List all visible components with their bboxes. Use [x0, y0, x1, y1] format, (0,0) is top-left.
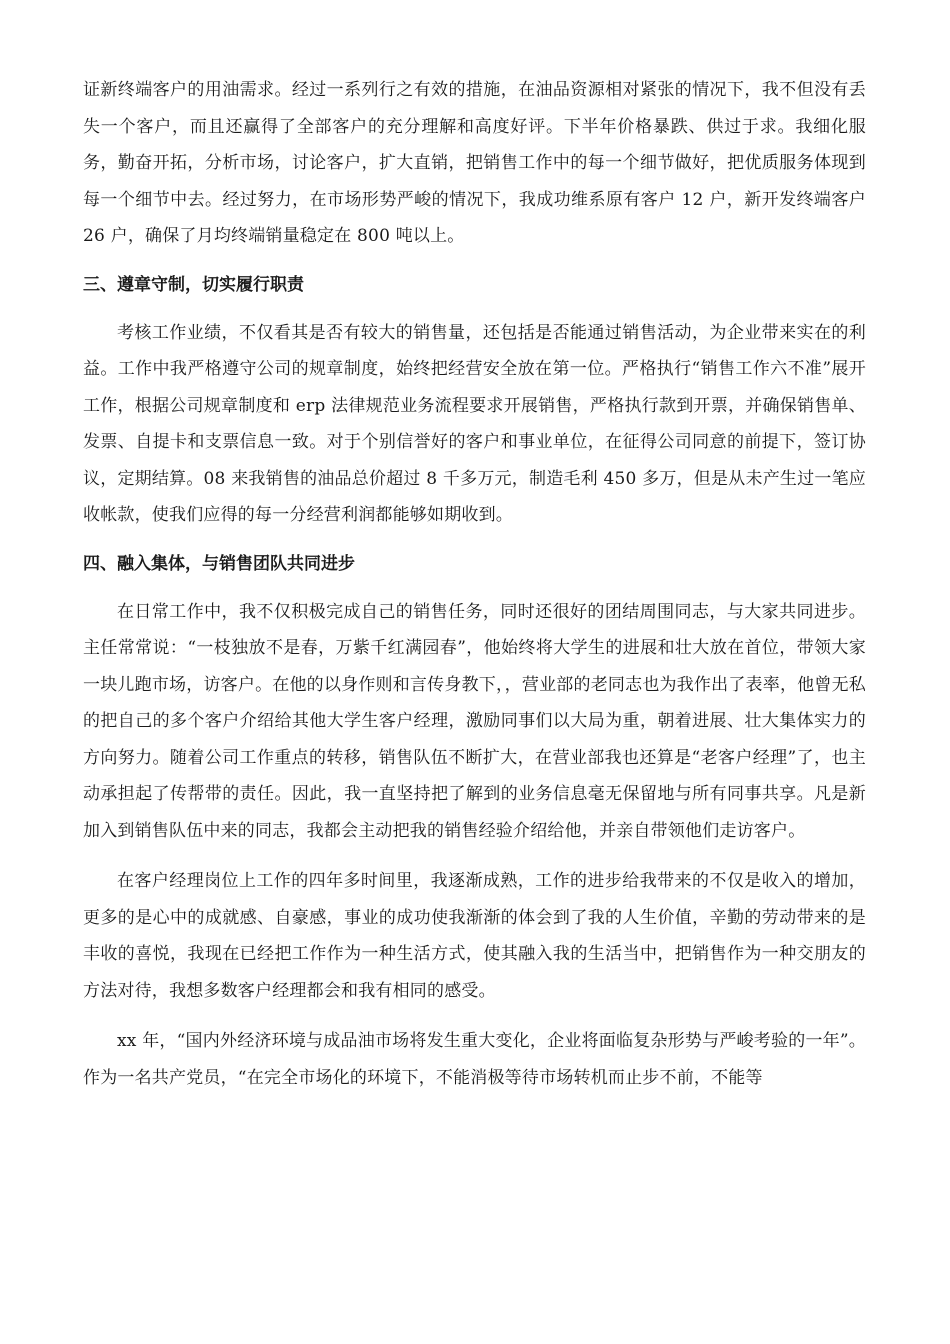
document-page: [83, 72, 866, 1096]
section-heading-compliance: 三、遵章守制，切实履行职责: [83, 274, 304, 295]
paragraph-personal-growth: 在客户经理岗位上工作的四年多时间里，我逐渐成熟，工作的进步给我带来的不仅是收入的增加，更多的是心中的成就感、自豪感，事业的成功使我渐渐的体会到了我的人生价值，辛勤的劳动带来的是丰收的喜悦，我现在已经把工作作为一种生活方式，使其融入我的生活当中，把销售作为一种交朋友的方法对待，我想多数客户经理都会和我有相同的感受。: [83, 871, 866, 1001]
paragraph-customer-retention: 证新终端客户的用油需求。经过一系列行之有效的措施，在油品资源相对紧张的情况下，我不但没有丢失一个客户，而且还赢得了全部客户的充分理解和高度好评。下半年价格暴跌、供过于求。我细化服务，勤奋开拓，分析市场，讨论客户，扩大直销，把销售工作中的每一个细节做好，把优质服务体现到每一个细节中去。经过努力，在市场形势严峻的情况下，我成功维系原有客户 12 户，新开发终端客户 26 户，确保了月均终端销量稳定在 800 吨以上。: [83, 80, 866, 246]
paragraph-compliance: 考核工作业绩，不仅看其是否有较大的销售量，还包括是否能通过销售活动，为企业带来实在的利益。工作中我严格遵守公司的规章制度，始终把经营安全放在第一位。严格执行“销售工作六不准”展开工作，根据公司规章制度和 erp 法律规范业务流程要求开展销售，严格执行款到开票，并确保销售单、发票、自提卡和支票信息一致。对于个别信誉好的客户和事业单位，在征得公司同意的前提下，签订协议，定期结算。08 来我销售的油品总价超过 8 千多万元，制造毛利 450 多万，但是从未产生过一笔应收帐款，使我们应得的每一分经营利润都能够如期收到。: [83, 322, 866, 525]
paragraph-outlook: xx 年，“国内外经济环境与成品油市场将发生重大变化，企业将面临复杂形势与严峻考验的一年”。作为一名共产党员，“在完全市场化的环境下，不能消极等待市场转机而止步不前，不能等: [83, 1031, 866, 1088]
paragraph-teamwork: 在日常工作中，我不仅积极完成自己的销售任务，同时还很好的团结周围同志，与大家共同进步。主任常常说：“一枝独放不是春，万紫千红满园春”，他始终将大学生的进展和壮大放在首位，带领大家一块儿跑市场，访客户。在他的以身作则和言传身教下，，营业部的老同志也为我作出了表率，他曾无私的把自己的多个客户介绍给其他大学生客户经理，激励同事们以大局为重，朝着进展、壮大集体实力的方向努力。随着公司工作重点的转移，销售队伍不断扩大，在营业部我也还算是“老客户经理”了，也主动承担起了传帮带的责任。因此，我一直坚持把了解到的业务信息毫无保留地与所有同事共享。凡是新加入到销售队伍中来的同志，我都会主动把我的销售经验介绍给他，并亲自带领他们走访客户。: [83, 601, 866, 841]
section-heading-teamwork: 四、融入集体，与销售团队共同进步: [83, 553, 355, 574]
